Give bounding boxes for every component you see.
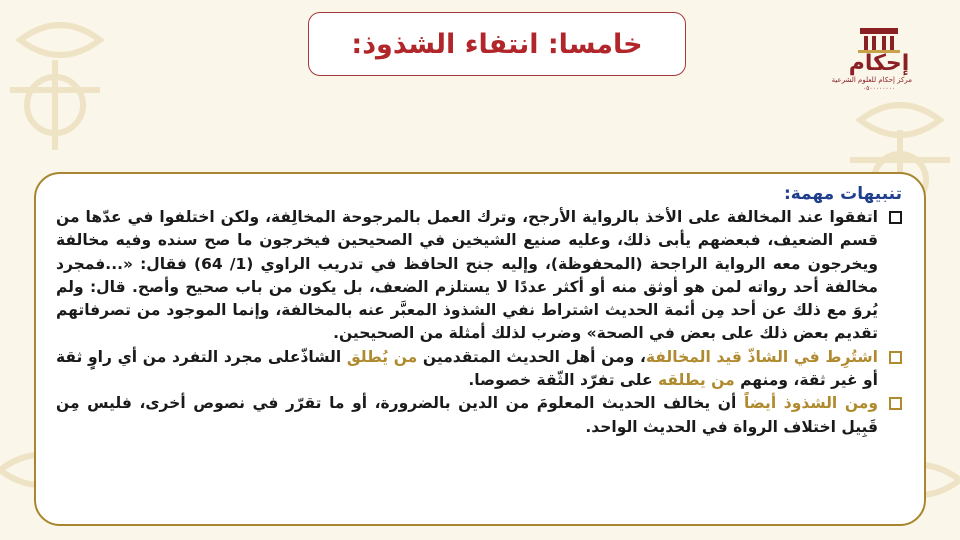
- logo-phone: ٠٥٠٠٠٠٠٠٠٠: [862, 85, 896, 92]
- item-2-highlight-3: من يطلقه: [657, 371, 735, 390]
- item-2-highlight-1: اشتُرِط في الشاذّ قيد المخالفة: [645, 347, 878, 366]
- logo-wordmark: إحكام: [848, 51, 910, 76]
- item-3-text: أن يخالف الحديث المعلومَ من الدين بالضرورة، أو ما تقرّر في نصوص أخرى، فليس مِن قَبِيل اختلاف الرواة في الحديث الواحد.: [56, 394, 878, 436]
- list-item-2: [56, 346, 902, 393]
- item-2-text-3: على تفرّد الثّقة خصوصا.: [468, 371, 658, 390]
- item-2-text-2: الشاذّعلى مجرد التفرد من أي راوٍ ثقة أو غير ثقة، ومنهم: [56, 347, 878, 390]
- item-2-text-1: ، ومن أهل الحديث المتقدمين: [417, 347, 646, 366]
- item-3-highlight: ومن الشذوذ أيضاً: [743, 394, 878, 413]
- slide-title: خامسا: انتفاء الشذوذ:: [351, 28, 643, 60]
- checkbox-bullet-icon: [889, 211, 902, 224]
- item-2-highlight-2: من يُطلق: [346, 347, 418, 366]
- notes-heading: تنبيهات مهمة:: [783, 184, 902, 204]
- list-item-3: [56, 392, 902, 439]
- item-1-text: اتفقوا عند المخالفة على الأخذ بالرواية الأرجح، وترك العمل بالمرجوحة المخالِفة، ولكن اختلفوا في عدّها من قسم الضعيف، فبعضهم يأبى ذلك، وعليه صنيع الشيخين في الصحيحين فيخرجون ما صح سنده وفيه مخالفة ويخرجون معه الرواية الراجحة (المحفوظة)، وإليه جنح الحافظ في تدريب الراوي (1/ 64) فقال: «...فمجرد مخالفة أحد رواته لمن هو أوثق منه أو أكثر عددًا لا يستلزم الضعف، بل يكون من باب صحيح وأصح. قال: ولم يُروَ مع ذلك عن أحد مِن أئمة الحديث اشتراط نفي الشذوذ المعبَّر عنه بالمخالفة، وإنما الموجود من تصرفاتهم تقديم بعض ذلك على بعض في الصحة» وضرب لذلك أمثلة من الصحيحين.: [56, 208, 878, 343]
- list-item-1: [56, 206, 902, 346]
- logo-subtitle: مركز إحكام للعلوم الشرعية: [831, 76, 912, 84]
- checkbox-bullet-icon: [889, 351, 902, 364]
- checkbox-bullet-icon: [889, 397, 902, 410]
- content-box: [34, 172, 926, 526]
- title-box: [308, 12, 686, 76]
- logo: [831, 24, 912, 94]
